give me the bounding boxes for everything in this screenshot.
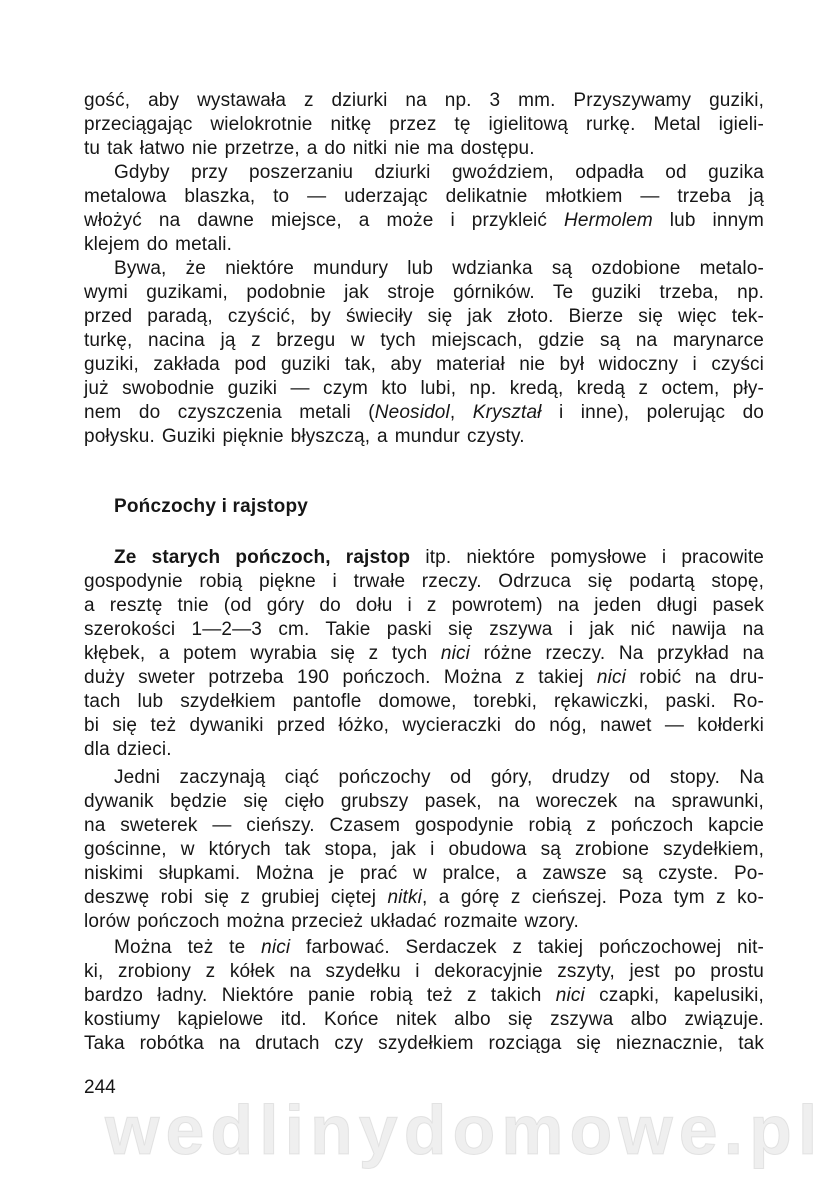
text-line: gościnne, w których tak stopa, jak i obudowa są zrobione szydełkiem, — [84, 839, 764, 860]
text-line: na sweterek — cieńszy. Czasem gospodynie robią z pończoch kapcie — [84, 815, 764, 836]
text-line: wymi guzikami, podobnie jak stroje górników. Te guziki trzeba, np. — [84, 282, 764, 303]
text-line: Gdyby przy poszerzaniu dziurki gwoździem, odpadła od guzika — [114, 162, 764, 183]
text-line: duży sweter potrzeba 190 pończoch. Można z takiej nici robić na dru- — [84, 667, 764, 688]
text-line: tu tak łatwo nie przetrze, a do nitki nie ma dostępu. — [84, 138, 535, 159]
text-line: przed paradą, czyścić, by świeciły się jak złoto. Bierze się więc tek- — [84, 306, 764, 327]
text-line: niskimi słupkami. Można je prać w pralce, a zawsze są czyste. Po- — [84, 863, 764, 884]
page-number: 244 — [84, 1077, 116, 1098]
text-line: Taka robótka na drutach czy szydełkiem rozciąga się nieznacznie, tak — [84, 1033, 764, 1054]
text-line: dla dzieci. — [84, 739, 172, 760]
text-line: metalowa blaszka, to — uderzając delikatnie młotkiem — trzeba ją — [84, 186, 764, 207]
text-line: bi się też dywaniki przed łóżko, wycieraczki do nóg, nawet — kołderki — [84, 715, 764, 736]
text-line: już swobodnie guziki — czym kto lubi, np. kredą, kredą z octem, pły- — [84, 378, 764, 399]
text-line: włożyć na dawne miejsce, a może i przykleić Hermolem lub innym — [84, 210, 764, 231]
text-line: gospodynie robią piękne i trwałe rzeczy. Odrzuca się podartą stopę, — [84, 571, 764, 592]
text-line: przeciągając wielokrotnie nitkę przez tę igielitową rurkę. Metal igieli- — [84, 114, 764, 135]
text-line: szerokości 1—2—3 cm. Takie paski się zszywa i jak nić nawija na — [84, 619, 764, 640]
text-line: tach lub szydełkiem pantofle domowe, torebki, rękawiczki, paski. Ro- — [84, 691, 764, 712]
text-line: Bywa, że niektóre mundury lub wdzianka są ozdobione metalo- — [114, 258, 764, 279]
text-line: nem do czyszczenia metali (Neosidol, Kryształ i inne), polerując do — [84, 402, 764, 423]
text-line: bardzo ładny. Niektóre panie robią też z takich nici czapki, kapelusiki, — [84, 985, 764, 1006]
text-line: połysku. Guziki pięknie błyszczą, a mundur czysty. — [84, 426, 525, 447]
text-line: lorów pończoch można przecież układać rozmaite wzory. — [84, 911, 579, 932]
text-line: gość, aby wystawała z dziurki na np. 3 mm. Przyszywamy guziki, — [84, 90, 764, 111]
text-line: Można też te nici farbować. Serdaczek z takiej pończochowej nit- — [114, 937, 764, 958]
watermark: wedlinydomowe.pl — [105, 1091, 824, 1169]
text-line: guziki, zakłada pod guziki tak, aby materiał nie był widoczny i czyści — [84, 354, 764, 375]
text-line: ki, zrobiony z kółek na szydełku i dekoracyjnie zszyty, jest po prostu — [84, 961, 764, 982]
section-heading: Pończochy i rajstopy — [114, 496, 309, 517]
text-line: klejem do metali. — [84, 234, 233, 255]
text-line: Jedni zaczynają ciąć pończochy od góry, drudzy od stopy. Na — [114, 767, 764, 788]
text-line: kłębek, a potem wyrabia się z tych nici różne rzeczy. Na przykład na — [84, 643, 764, 664]
text-line: Ze starych pończoch, rajstop itp. niektóre pomysłowe i pracowite — [114, 547, 765, 568]
text-line: kostiumy kąpielowe itd. Końce nitek albo się zszywa albo związuje. — [84, 1009, 764, 1030]
text-line: a resztę tnie (od góry do dołu i z powrotem) na jeden długi pasek — [84, 595, 764, 616]
text-line: turkę, nacina ją z brzegu w tych miejscach, gdzie są na marynarce — [84, 330, 764, 351]
text-line: dywanik będzie się cięło grubszy pasek, na woreczek na sprawunki, — [84, 791, 764, 812]
text-line: deszwę robi się z grubiej ciętej nitki, a górę z cieńszej. Poza tym z ko- — [84, 887, 764, 908]
